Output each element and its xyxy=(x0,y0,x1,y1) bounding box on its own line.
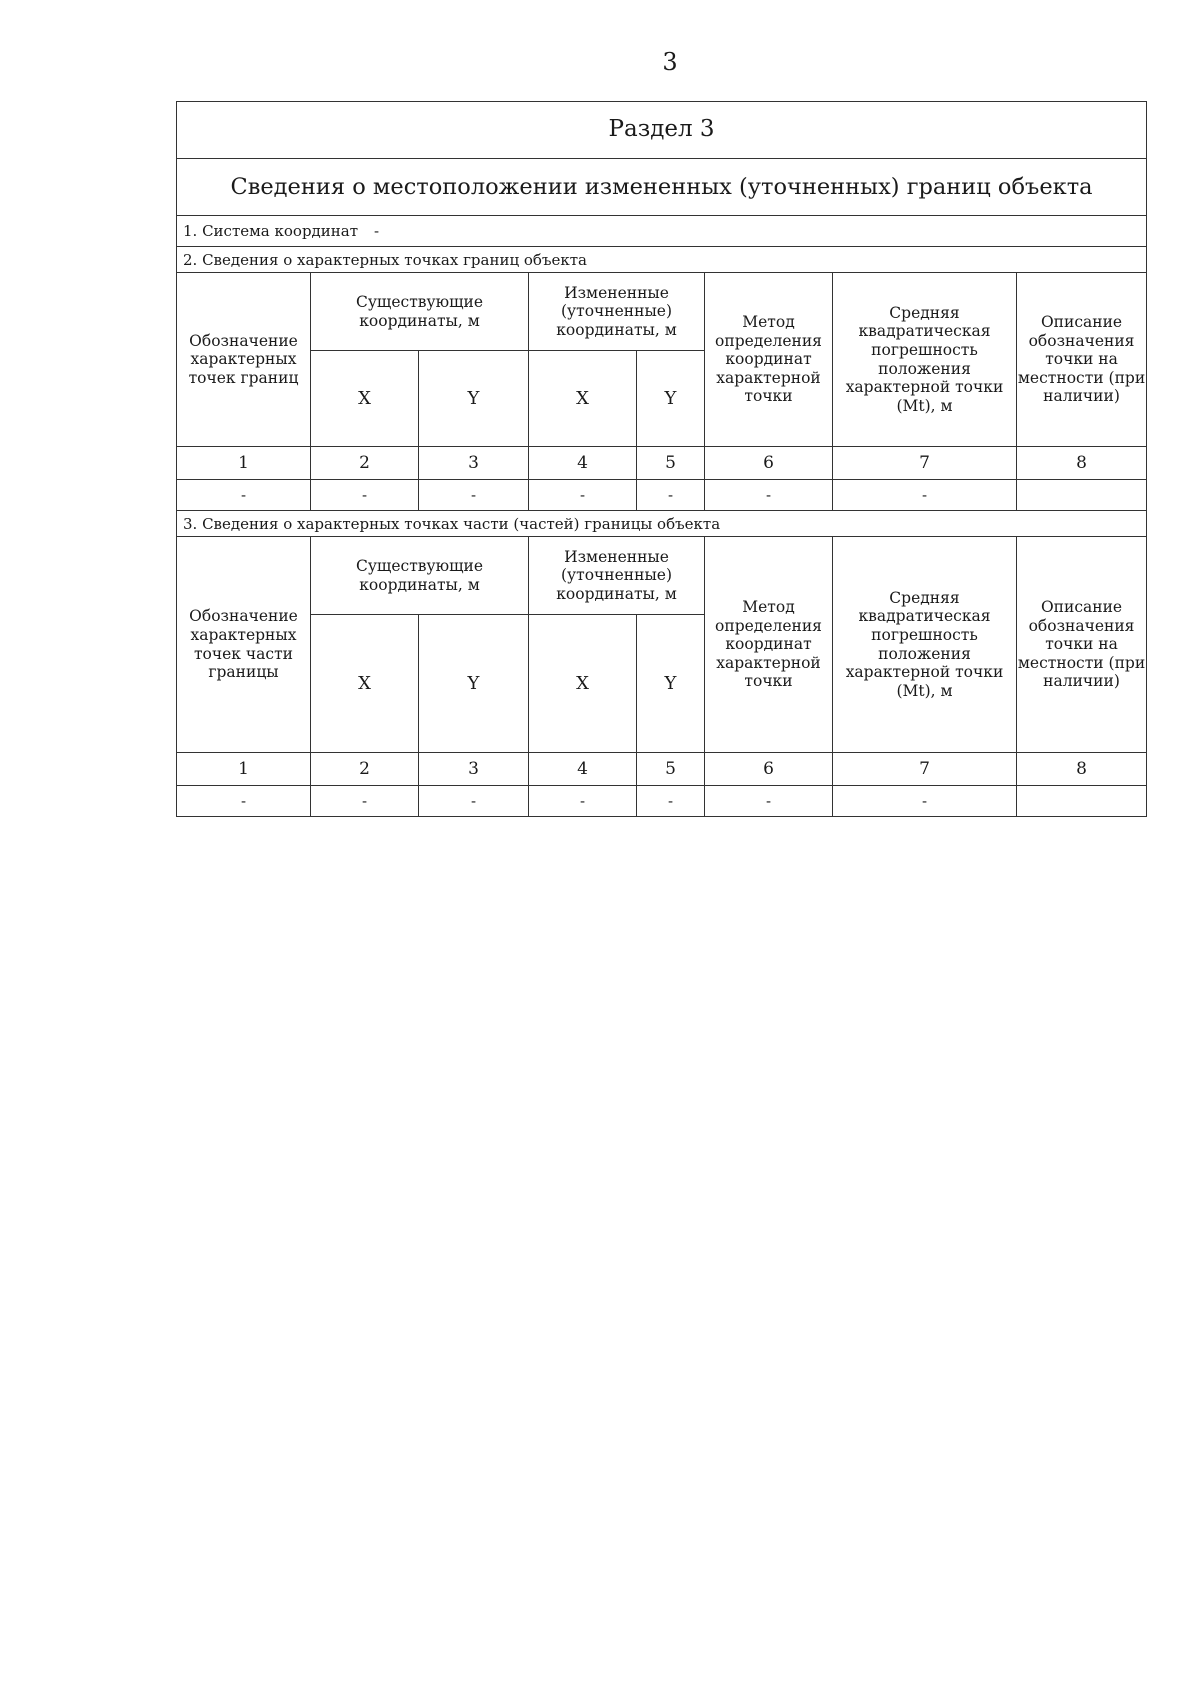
part3-label: 3. Сведения о характерных точках части (частей) границы объекта xyxy=(177,511,1147,537)
part3-header-changed-y: Y xyxy=(637,615,705,753)
coord-system-row xyxy=(177,216,1147,247)
part3-header-changed: Измененные (уточненные) координаты, м xyxy=(529,537,705,615)
part2-header-method: Метод определения координат характерной точки xyxy=(705,273,833,447)
part3-header-method: Метод определения координат характерной точки xyxy=(705,537,833,753)
part3-header-changed-x: X xyxy=(529,615,637,753)
part2-header-existing-y: Y xyxy=(419,351,529,447)
part3-header-existing-x: X xyxy=(311,615,419,753)
section-3-table xyxy=(176,101,1147,817)
section-subtitle: Сведения о местоположении измененных (уточненных) границ объекта xyxy=(177,159,1147,216)
part3-data-cell: - xyxy=(637,786,705,817)
coord-system-cell xyxy=(177,216,1147,247)
part2-data-cell: - xyxy=(705,480,833,511)
part3-data-row xyxy=(177,786,1147,817)
part2-col-number: 7 xyxy=(833,447,1017,480)
part3-data-cell: - xyxy=(419,786,529,817)
part2-data-cell: - xyxy=(419,480,529,511)
part3-header-error: Средняя квадратическая погрешность положения характерной точки (Mt), м xyxy=(833,537,1017,753)
part2-col-number: 1 xyxy=(177,447,311,480)
part2-label-row xyxy=(177,247,1147,273)
part3-header-existing: Существующие координаты, м xyxy=(311,537,529,615)
part2-header-row-1 xyxy=(177,273,1147,351)
part2-data-cell: - xyxy=(833,480,1017,511)
part3-col-number: 4 xyxy=(529,753,637,786)
part3-data-cell: - xyxy=(311,786,419,817)
part3-header-existing-y: Y xyxy=(419,615,529,753)
part2-header-changed-y: Y xyxy=(637,351,705,447)
part3-number-row xyxy=(177,753,1147,786)
part2-col-number: 3 xyxy=(419,447,529,480)
part2-header-designation: Обозначение характерных точек границ xyxy=(177,273,311,447)
part2-data-cell: - xyxy=(529,480,637,511)
part3-label-row xyxy=(177,511,1147,537)
part2-data-cell: - xyxy=(637,480,705,511)
part3-header-row-1 xyxy=(177,537,1147,615)
part2-data-cell xyxy=(1017,480,1147,511)
part3-data-cell: - xyxy=(529,786,637,817)
part3-data-cell: - xyxy=(833,786,1017,817)
part2-col-number: 2 xyxy=(311,447,419,480)
part3-col-number: 3 xyxy=(419,753,529,786)
coord-system-value: - xyxy=(374,222,380,240)
part2-col-number: 4 xyxy=(529,447,637,480)
part2-header-error: Средняя квадратическая погрешность положения характерной точки (Mt), м xyxy=(833,273,1017,447)
part3-header-designation: Обозначение характерных точек части границы xyxy=(177,537,311,753)
section-subtitle-row xyxy=(177,159,1147,216)
part3-data-cell xyxy=(1017,786,1147,817)
part3-header-description: Описание обозначения точки на местности (при наличии) xyxy=(1017,537,1147,753)
part3-data-cell: - xyxy=(705,786,833,817)
part3-col-number: 8 xyxy=(1017,753,1147,786)
part2-data-row xyxy=(177,480,1147,511)
part3-col-number: 5 xyxy=(637,753,705,786)
part2-header-changed-x: X xyxy=(529,351,637,447)
coord-system-label: 1. Система координат xyxy=(183,222,359,240)
part3-col-number: 2 xyxy=(311,753,419,786)
page-number: 3 xyxy=(662,48,678,76)
part2-col-number: 8 xyxy=(1017,447,1147,480)
part3-col-number: 1 xyxy=(177,753,311,786)
part2-number-row xyxy=(177,447,1147,480)
part2-col-number: 6 xyxy=(705,447,833,480)
part2-header-description: Описание обозначения точки на местности (при наличии) xyxy=(1017,273,1147,447)
part3-col-number: 6 xyxy=(705,753,833,786)
part3-data-cell: - xyxy=(177,786,311,817)
part2-header-existing-x: X xyxy=(311,351,419,447)
part2-header-existing: Существующие координаты, м xyxy=(311,273,529,351)
part2-data-cell: - xyxy=(177,480,311,511)
part2-label: 2. Сведения о характерных точках границ объекта xyxy=(177,247,1147,273)
part3-col-number: 7 xyxy=(833,753,1017,786)
part2-col-number: 5 xyxy=(637,447,705,480)
part2-data-cell: - xyxy=(311,480,419,511)
part2-header-changed: Измененные (уточненные) координаты, м xyxy=(529,273,705,351)
section-title: Раздел 3 xyxy=(177,102,1147,159)
section-title-row xyxy=(177,102,1147,159)
